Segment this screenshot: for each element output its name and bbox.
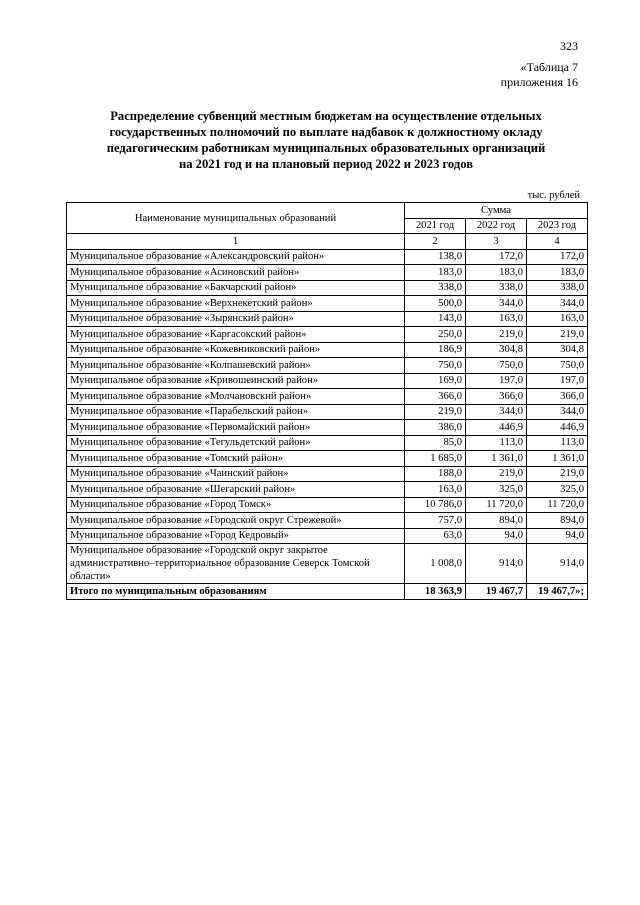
table-row bbox=[67, 342, 588, 358]
table-row bbox=[67, 404, 588, 420]
municipality-name: Муниципальное образование «Чаинский район» bbox=[67, 466, 405, 482]
value-2021: 500,0 bbox=[405, 296, 466, 312]
value-2021: 18 363,9 bbox=[405, 584, 466, 600]
column-number: 4 bbox=[527, 234, 588, 250]
table-row bbox=[67, 327, 588, 343]
value-2022: 325,0 bbox=[466, 482, 527, 498]
value-2023: 11 720,0 bbox=[527, 497, 588, 513]
table-reference-line: «Таблица 7 bbox=[520, 60, 578, 74]
value-2021: 163,0 bbox=[405, 482, 466, 498]
value-2023: 219,0 bbox=[527, 327, 588, 343]
value-2021: 250,0 bbox=[405, 327, 466, 343]
table-row bbox=[67, 389, 588, 405]
municipality-name: Итого по муниципальным образованиям bbox=[67, 584, 405, 600]
municipality-name: Муниципальное образование «Городской округ Стрежевой» bbox=[67, 513, 405, 529]
value-2022: 1 361,0 bbox=[466, 451, 527, 467]
value-2021: 219,0 bbox=[405, 404, 466, 420]
municipality-name: Муниципальное образование «Верхнекетский район» bbox=[67, 296, 405, 312]
value-2021: 10 786,0 bbox=[405, 497, 466, 513]
municipality-name: Муниципальное образование «Город Томск» bbox=[67, 497, 405, 513]
municipality-name: Муниципальное образование «Асиновский район» bbox=[67, 265, 405, 281]
value-2022: 446,9 bbox=[466, 420, 527, 436]
title-line: государственных полномочий по выплате надбавок к должностному окладу bbox=[109, 125, 543, 139]
value-2022: 183,0 bbox=[466, 265, 527, 281]
value-2022: 19 467,7 bbox=[466, 584, 527, 600]
value-2022: 894,0 bbox=[466, 513, 527, 529]
value-2022: 113,0 bbox=[466, 435, 527, 451]
column-number: 1 bbox=[67, 234, 405, 250]
municipality-name: Муниципальное образование «Кожевниковский район» bbox=[67, 342, 405, 358]
municipality-name: Муниципальное образование «Городской округ закрытое административно–территориальное образование Северск Томской области» bbox=[67, 544, 405, 584]
table-row bbox=[67, 451, 588, 467]
municipality-name: Муниципальное образование «Томский район» bbox=[67, 451, 405, 467]
title-line: Распределение субвенций местным бюджетам на осуществление отдельных bbox=[110, 109, 542, 123]
value-2021: 338,0 bbox=[405, 280, 466, 296]
value-2023: 446,9 bbox=[527, 420, 588, 436]
value-2023: 914,0 bbox=[527, 544, 588, 584]
column-numbers-row bbox=[67, 234, 588, 250]
header-year: 2022 год bbox=[466, 218, 527, 234]
value-2021: 183,0 bbox=[405, 265, 466, 281]
value-2023: 338,0 bbox=[527, 280, 588, 296]
table-row bbox=[67, 420, 588, 436]
value-2022: 344,0 bbox=[466, 296, 527, 312]
value-2021: 188,0 bbox=[405, 466, 466, 482]
value-2022: 172,0 bbox=[466, 249, 527, 265]
value-2023: 325,0 bbox=[527, 482, 588, 498]
municipality-name: Муниципальное образование «Бакчарский район» bbox=[67, 280, 405, 296]
table-reference bbox=[501, 60, 578, 90]
value-2023: 344,0 bbox=[527, 404, 588, 420]
municipality-name: Муниципальное образование «Кривошеинский район» bbox=[67, 373, 405, 389]
value-2022: 914,0 bbox=[466, 544, 527, 584]
total-row bbox=[67, 584, 588, 600]
value-2022: 338,0 bbox=[466, 280, 527, 296]
value-2021: 750,0 bbox=[405, 358, 466, 374]
municipality-name: Муниципальное образование «Зырянский район» bbox=[67, 311, 405, 327]
value-2023: 19 467,7»; bbox=[527, 584, 588, 600]
value-2022: 11 720,0 bbox=[466, 497, 527, 513]
value-2023: 894,0 bbox=[527, 513, 588, 529]
units-label: тыс. рублей bbox=[527, 190, 580, 201]
municipality-name: Муниципальное образование «Колпашевский район» bbox=[67, 358, 405, 374]
value-2023: 197,0 bbox=[527, 373, 588, 389]
value-2023: 172,0 bbox=[527, 249, 588, 265]
value-2022: 304,8 bbox=[466, 342, 527, 358]
table-row bbox=[67, 497, 588, 513]
value-2022: 219,0 bbox=[466, 327, 527, 343]
value-2022: 197,0 bbox=[466, 373, 527, 389]
value-2023: 163,0 bbox=[527, 311, 588, 327]
value-2021: 757,0 bbox=[405, 513, 466, 529]
value-2022: 366,0 bbox=[466, 389, 527, 405]
table-row bbox=[67, 280, 588, 296]
value-2022: 344,0 bbox=[466, 404, 527, 420]
value-2023: 750,0 bbox=[527, 358, 588, 374]
value-2023: 344,0 bbox=[527, 296, 588, 312]
value-2022: 94,0 bbox=[466, 528, 527, 544]
page-number: 323 bbox=[560, 39, 578, 53]
table-row bbox=[67, 466, 588, 482]
table-row bbox=[67, 296, 588, 312]
value-2023: 304,8 bbox=[527, 342, 588, 358]
table-row bbox=[67, 311, 588, 327]
column-number: 2 bbox=[405, 234, 466, 250]
value-2021: 63,0 bbox=[405, 528, 466, 544]
value-2023: 113,0 bbox=[527, 435, 588, 451]
municipality-name: Муниципальное образование «Александровский район» bbox=[67, 249, 405, 265]
table-row bbox=[67, 435, 588, 451]
value-2021: 386,0 bbox=[405, 420, 466, 436]
title-line: на 2021 год и на плановый период 2022 и 2023 годов bbox=[178, 157, 474, 171]
value-2022: 750,0 bbox=[466, 358, 527, 374]
value-2022: 163,0 bbox=[466, 311, 527, 327]
document-title bbox=[66, 108, 586, 172]
table-row bbox=[67, 482, 588, 498]
table-row bbox=[67, 249, 588, 265]
header-name: Наименование муниципальных образований bbox=[67, 203, 405, 234]
table-reference-line: приложения 16 bbox=[500, 75, 578, 89]
municipality-name: Муниципальное образование «Первомайский район» bbox=[67, 420, 405, 436]
header-year: 2021 год bbox=[405, 218, 466, 234]
table-row bbox=[67, 544, 588, 584]
header-sum: Сумма bbox=[405, 203, 588, 219]
value-2022: 219,0 bbox=[466, 466, 527, 482]
value-2021: 1 685,0 bbox=[405, 451, 466, 467]
value-2023: 366,0 bbox=[527, 389, 588, 405]
value-2023: 219,0 bbox=[527, 466, 588, 482]
title-line: педагогическим работникам муниципальных образовательных организаций bbox=[106, 141, 546, 155]
table-row bbox=[67, 513, 588, 529]
header-year: 2023 год bbox=[527, 218, 588, 234]
subsidy-table bbox=[66, 202, 588, 600]
table-row bbox=[67, 528, 588, 544]
value-2023: 94,0 bbox=[527, 528, 588, 544]
value-2021: 169,0 bbox=[405, 373, 466, 389]
table-row bbox=[67, 265, 588, 281]
value-2021: 366,0 bbox=[405, 389, 466, 405]
table-row bbox=[67, 358, 588, 374]
value-2021: 85,0 bbox=[405, 435, 466, 451]
value-2023: 1 361,0 bbox=[527, 451, 588, 467]
municipality-name: Муниципальное образование «Молчановский район» bbox=[67, 389, 405, 405]
municipality-name: Муниципальное образование «Шегарский район» bbox=[67, 482, 405, 498]
value-2021: 1 008,0 bbox=[405, 544, 466, 584]
value-2023: 183,0 bbox=[527, 265, 588, 281]
municipality-name: Муниципальное образование «Парабельский район» bbox=[67, 404, 405, 420]
table-row bbox=[67, 373, 588, 389]
value-2021: 143,0 bbox=[405, 311, 466, 327]
value-2021: 138,0 bbox=[405, 249, 466, 265]
value-2021: 186,9 bbox=[405, 342, 466, 358]
column-number: 3 bbox=[466, 234, 527, 250]
municipality-name: Муниципальное образование «Город Кедровый» bbox=[67, 528, 405, 544]
municipality-name: Муниципальное образование «Тегульдетский район» bbox=[67, 435, 405, 451]
municipality-name: Муниципальное образование «Каргасокский район» bbox=[67, 327, 405, 343]
